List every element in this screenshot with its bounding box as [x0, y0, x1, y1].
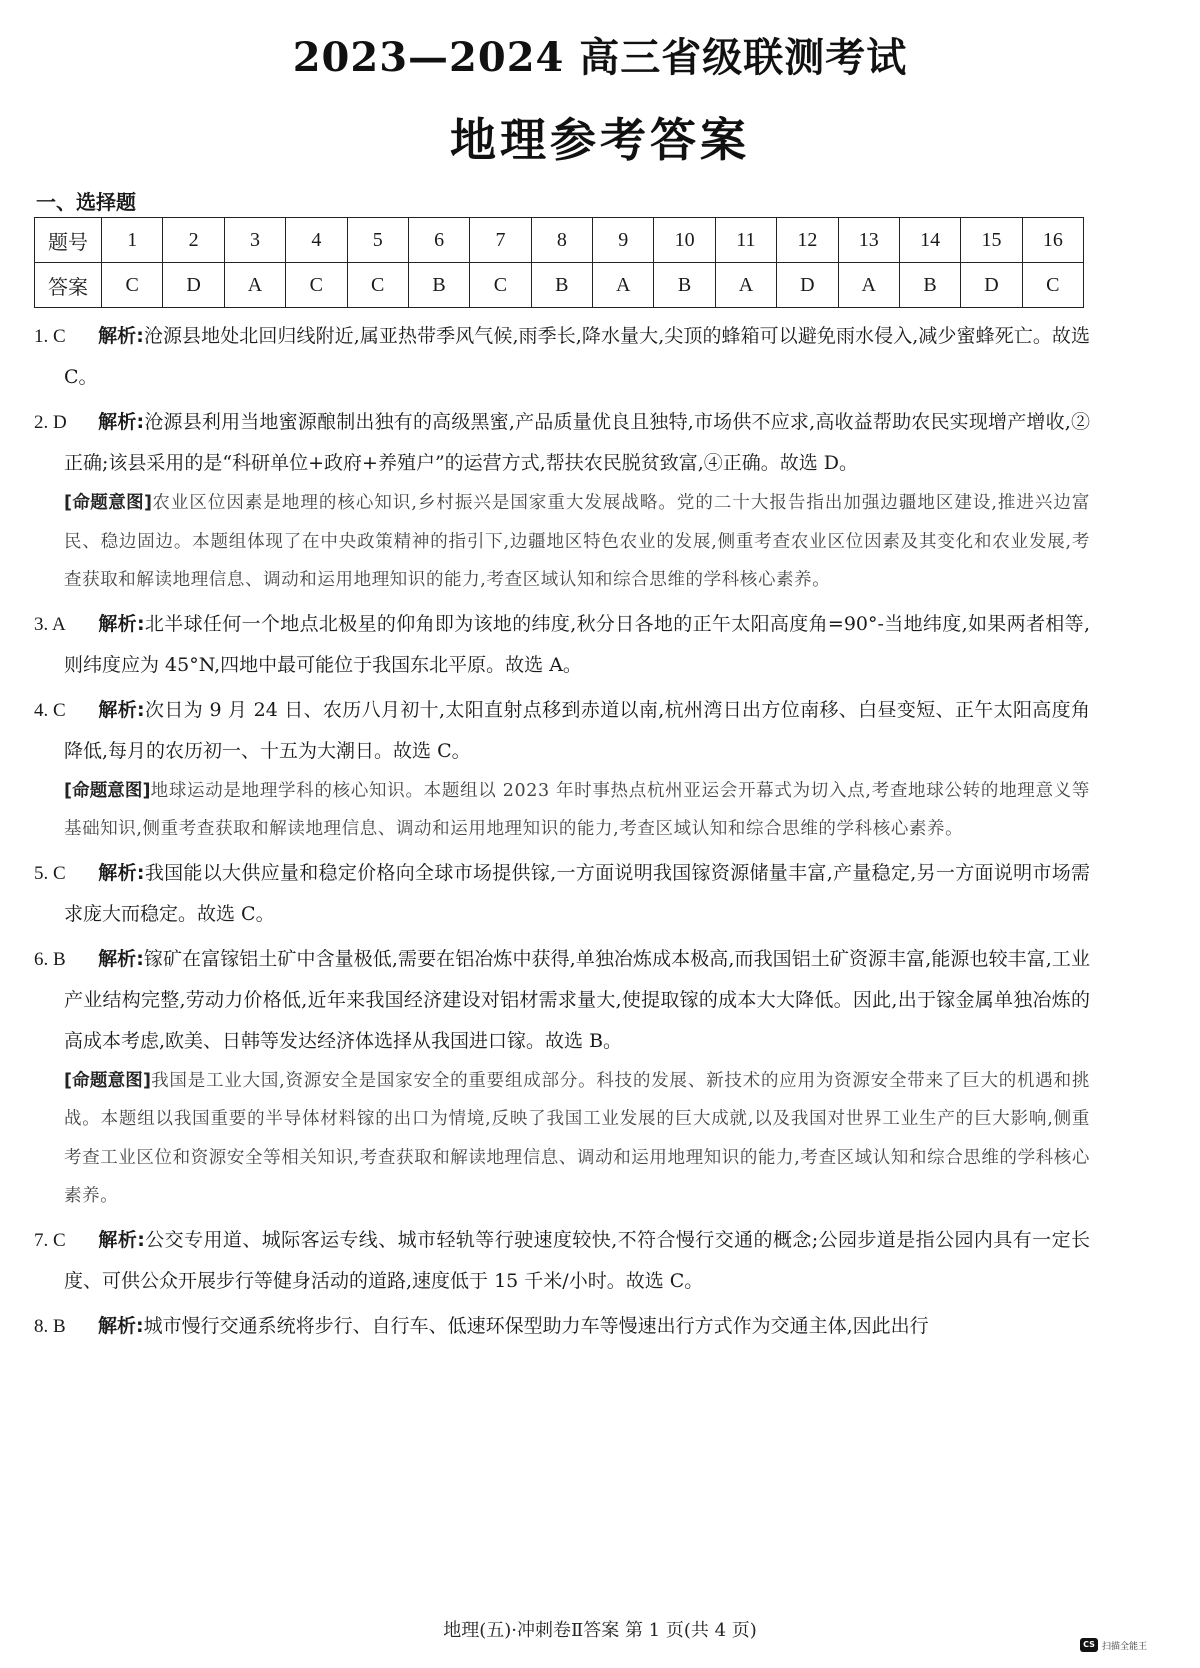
- answer-number: 7. C: [34, 1229, 66, 1251]
- question-number: 13: [838, 218, 899, 263]
- explanation-2: [34, 402, 1090, 600]
- question-number: 12: [777, 218, 838, 263]
- explanations: [34, 316, 1090, 1351]
- answer-cell: C: [102, 263, 163, 308]
- row-label-question: 题号: [35, 218, 102, 263]
- analysis-text: 次日为 9 月 24 日、农历八月初十,太阳直射点移到赤道以南,杭州湾日出方位南移、白昼变短、正午太阳高度角降低,每月的农历初一、十五为大潮日。故选 C。: [64, 698, 1090, 762]
- question-number: 14: [899, 218, 960, 263]
- answer-paragraph: [34, 853, 1090, 935]
- answer-paragraph: [34, 1220, 1090, 1302]
- question-number: 16: [1022, 218, 1083, 263]
- answer-cell: C: [347, 263, 408, 308]
- explanation-7: [34, 1220, 1090, 1302]
- answer-cell: D: [961, 263, 1022, 308]
- analysis-label: 解析:: [98, 698, 145, 721]
- section-heading: 一、选择题: [36, 190, 136, 214]
- question-number: 5: [347, 218, 408, 263]
- page-footer: 地理(五)·冲刺卷Ⅱ答案 第 1 页(共 4 页): [443, 1620, 757, 1641]
- scanner-watermark: [1080, 1634, 1192, 1656]
- explanation-6: [34, 939, 1090, 1216]
- answer-paragraph: [34, 402, 1090, 484]
- answer-cell: B: [531, 263, 592, 308]
- analysis-text: 公交专用道、城际客运专线、城市轻轨等行驶速度较快,不符合慢行交通的概念;公园步道是指公园内具有一定长度、可供公众开展步行等健身活动的道路,速度低于 15 千米/小时。故选 C。: [64, 1228, 1090, 1292]
- analysis-label: 解析:: [98, 1314, 144, 1337]
- analysis-text: 沧源县地处北回归线附近,属亚热带季风气候,雨季长,降水量大,尖顶的蜂箱可以避免雨水侵入,减少蜜蜂死亡。故选 C。: [64, 325, 1090, 388]
- answer-cell: A: [593, 263, 654, 308]
- analysis-text: 镓矿在富镓铝土矿中含量极低,需要在铝冶炼中获得,单独冶炼成本极高,而我国铝土矿资源丰富,能源也较丰富,工业产业结构完整,劳动力价格低,近年来我国经济建设对铝材需求量大,使提取镓的成本大大降低。因此,出于镓金属单独冶炼的高成本考虑,欧美、日韩等发达经济体选择从我国进口镓。故选 B。: [64, 947, 1090, 1052]
- analysis-text: 城市慢行交通系统将步行、自行车、低速环保型助力车等慢速出行方式作为交通主体,因此出行: [143, 1314, 929, 1337]
- question-number: 11: [715, 218, 776, 263]
- analysis-label: 解析:: [98, 861, 145, 884]
- question-number: 15: [961, 218, 1022, 263]
- question-number-row: [35, 218, 1084, 263]
- answer-paragraph: [34, 1306, 1090, 1347]
- answer-cell: A: [838, 263, 899, 308]
- answer-number: 6. B: [34, 948, 66, 970]
- intent-label: [命题意图]: [64, 493, 152, 513]
- question-number: 6: [408, 218, 469, 263]
- answer-cell: D: [163, 263, 224, 308]
- question-number: 3: [224, 218, 285, 263]
- answer-paragraph: [34, 316, 1090, 398]
- intent-text: 农业区位因素是地理的核心知识,乡村振兴是国家重大发展战略。党的二十大报告指出加强边疆地区建设,推进兴边富民、稳边固边。本题组体现了在中央政策精神的指引下,边疆地区特色农业的发展,侧重考查农业区位因素及其变化和农业发展,考查获取和解读地理信息、调动和运用地理知识的能力,考查区域认知和综合思维的学科核心素养。: [64, 493, 1091, 590]
- answer-row: [35, 263, 1084, 308]
- intent-paragraph: [64, 484, 1090, 600]
- question-number: 7: [470, 218, 531, 263]
- explanation-4: [34, 690, 1090, 849]
- analysis-label: 解析:: [98, 1228, 145, 1251]
- scanner-logo-icon: CS: [1080, 1638, 1098, 1652]
- answer-number: 5. C: [34, 862, 66, 884]
- intent-text: 地球运动是地理学科的核心知识。本题组以 2023 年时事热点杭州亚运会开幕式为切入点,考查地球公转的地理意义等基础知识,侧重考查获取和解读地理信息、调动和运用地理知识的能力,考查区域认知和综合思维的学科核心素养。: [64, 780, 1090, 839]
- answer-cell: C: [286, 263, 347, 308]
- answer-table: [34, 217, 1084, 308]
- answer-paragraph: [34, 939, 1090, 1062]
- question-number: 2: [163, 218, 224, 263]
- answer-cell: C: [470, 263, 531, 308]
- answer-cell: B: [899, 263, 960, 308]
- intent-paragraph: [64, 772, 1090, 849]
- analysis-label: 解析:: [98, 325, 144, 347]
- answer-cell: A: [224, 263, 285, 308]
- row-label-answer: 答案: [35, 263, 102, 308]
- answer-number: 8. B: [34, 1315, 66, 1337]
- answer-number: 1. C: [34, 326, 66, 347]
- analysis-text: 北半球任何一个地点北极星的仰角即为该地的纬度,秋分日各地的正午太阳高度角=90°-当地纬度,如果两者相等,则纬度应为 45°N,四地中最可能位于我国东北平原。故选 A。: [64, 612, 1090, 676]
- analysis-text: 沧源县利用当地蜜源酿制出独有的高级黑蜜,产品质量优良且独特,市场供不应求,高收益帮助农民实现增产增收,②正确;该县采用的是“科研单位+政府+养殖户”的运营方式,帮扶农民脱贫致富,④正确。故选 D。: [64, 411, 1090, 474]
- exam-title: 2023—2024 高三省级联测考试: [292, 34, 908, 81]
- explanation-3: [34, 604, 1090, 686]
- answer-number: 3. A: [34, 613, 66, 635]
- question-number: 9: [593, 218, 654, 263]
- question-number: 4: [286, 218, 347, 263]
- answer-number: 4. C: [34, 699, 66, 721]
- analysis-label: 解析:: [98, 411, 145, 433]
- analysis-label: 解析:: [98, 947, 144, 970]
- question-number: 8: [531, 218, 592, 263]
- explanation-8: [34, 1306, 1090, 1347]
- intent-text: 我国是工业大国,资源安全是国家安全的重要组成部分。科技的发展、新技术的应用为资源安全带来了巨大的机遇和挑战。本题组以我国重要的半导体材料镓的出口为情境,反映了我国工业发展的巨大成就,以及我国对世界工业生产的巨大影响,侧重考查工业区位和资源安全等相关知识,考查获取和解读地理信息、调动和运用地理知识的能力,考查区域认知和综合思维的学科核心素养。: [64, 1070, 1090, 1206]
- intent-label: [命题意图]: [64, 780, 151, 801]
- analysis-label: 解析:: [98, 612, 145, 635]
- answer-paragraph: [34, 604, 1090, 686]
- answer-key-title: 地理参考答案: [450, 113, 750, 167]
- scanner-app-name: 扫描全能王: [1102, 1641, 1148, 1652]
- answer-paragraph: [34, 690, 1090, 772]
- answer-number: 2. D: [34, 412, 67, 433]
- question-number: 10: [654, 218, 715, 263]
- answer-cell: D: [777, 263, 838, 308]
- explanation-1: [34, 316, 1090, 398]
- answer-cell: B: [654, 263, 715, 308]
- answer-cell: B: [408, 263, 469, 308]
- answer-cell: A: [715, 263, 776, 308]
- analysis-text: 我国能以大供应量和稳定价格向全球市场提供镓,一方面说明我国镓资源储量丰富,产量稳定,另一方面说明市场需求庞大而稳定。故选 C。: [64, 861, 1090, 925]
- intent-paragraph: [64, 1062, 1090, 1216]
- intent-label: [命题意图]: [64, 1070, 151, 1091]
- explanation-5: [34, 853, 1090, 935]
- question-number: 1: [102, 218, 163, 263]
- answer-cell: C: [1022, 263, 1083, 308]
